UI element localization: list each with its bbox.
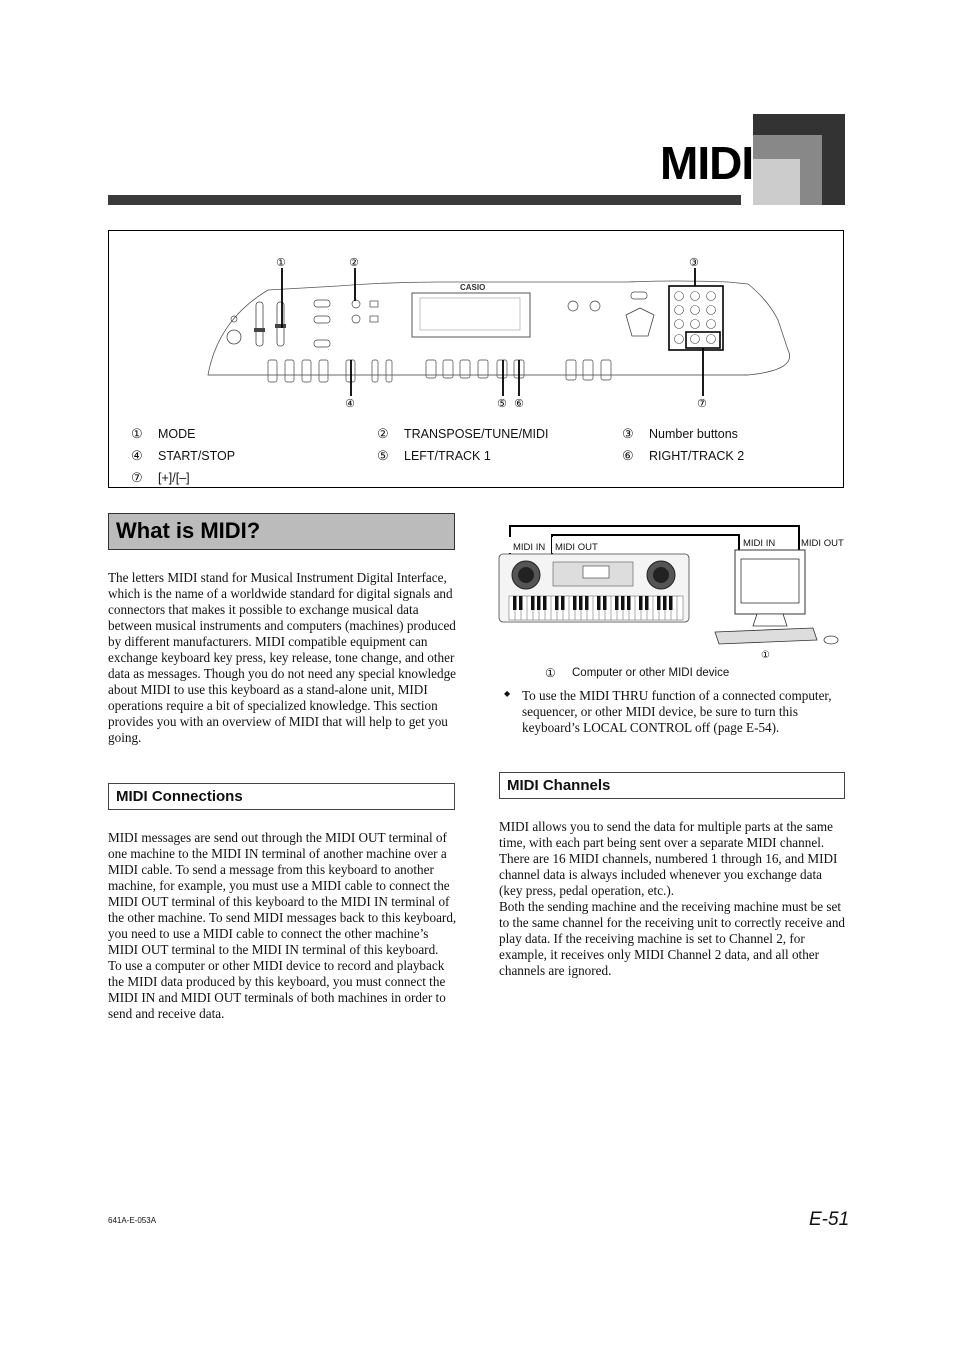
label-midi-out-keyboard: MIDI OUT (555, 542, 598, 553)
title-rule (108, 195, 741, 205)
page-number: E-51 (809, 1209, 850, 1230)
callout-3: ③ (689, 256, 699, 269)
legend-num-7: ⑦ (131, 470, 143, 485)
page-title: MIDI (660, 137, 754, 189)
what-is-midi-body (108, 570, 458, 746)
callout-2: ② (349, 256, 359, 269)
legend-label-2: TRANSPOSE/TUNE/MIDI (404, 427, 549, 441)
midi-connections-body (108, 830, 458, 1022)
section-heading-text: What is MIDI? (116, 518, 261, 543)
bullet-icon: ◆ (504, 689, 511, 698)
label-midi-in-keyboard: MIDI IN (513, 542, 546, 553)
midi-connection-illustration (495, 522, 850, 662)
midi-channels-body (499, 819, 847, 979)
section-heading-midi-connections (108, 783, 455, 810)
callout-5: ⑤ (497, 397, 507, 410)
midi-thru-note (522, 688, 848, 736)
callout-1: ① (276, 256, 286, 269)
what-is-midi-paragraph: The letters MIDI stand for Musical Instrument Digital Interface, which is the name of a worldwide standard for digital signals and connectors that makes it possible to exchange musical data between musical instruments and computers (machines) produced by different manufacturers. MIDI compatible equipment can exchange keyboard key press, key release, tone change, and other data as messages. Though you do not need any special knowledge about MIDI to use this keyboard as a stand-alone unit, MIDI operations require a bit of specialized knowledge. This section provides you with an overview of MIDI that will help to get you going. (108, 570, 457, 745)
legend-label-6: RIGHT/TRACK 2 (649, 449, 745, 463)
section-heading-midi-channels (499, 772, 845, 799)
section-heading-text: MIDI Channels (507, 777, 611, 794)
brand-logo: CASIO (460, 283, 486, 292)
legend-num-4: ④ (131, 448, 143, 463)
callout-6: ⑥ (514, 397, 524, 410)
document-code: 641A-E-053A (108, 1216, 157, 1225)
corner-decoration-inner (753, 159, 800, 205)
callout-4: ④ (345, 397, 355, 410)
section-heading-what-is-midi (108, 513, 455, 550)
legend-label-1: MODE (158, 427, 196, 441)
midi-channels-paragraph-2: Both the sending machine and the receiving machine must be set to the same channel for the receiving unit to correctly receive and play data. If the receiving machine is set to Channel 2, for example, it receives only MIDI Channel 2 data, and all other channels are ignored. (499, 899, 846, 978)
legend-label-4: START/STOP (158, 449, 236, 463)
legend-label-5: LEFT/TRACK 1 (404, 449, 491, 463)
midi-thru-note-text: To use the MIDI THRU function of a connected computer, sequencer, or other MIDI device, be sure to turn this keyboard’s LOCAL CONTROL off (page E-54). (522, 688, 832, 735)
section-heading-text: MIDI Connections (116, 788, 243, 805)
legend-label-3: Number buttons (649, 427, 738, 441)
midi-connections-paragraph-2: To use a computer or other MIDI device to record and playback the MIDI data produced by this keyboard, you must connect the MIDI IN and MIDI OUT terminals of both machines in order to send and receive data. (108, 958, 446, 1021)
label-midi-out-computer: MIDI OUT (801, 538, 844, 549)
legend-num-3: ③ (622, 426, 634, 441)
figure-callout-1: ① (761, 650, 770, 661)
midi-connections-paragraph-1: MIDI messages are send out through the MIDI OUT terminal of one machine to the MIDI IN terminal of another machine over a MIDI cable. To send a message from this keyboard to another machine, for example, you must use a MIDI cable to connect the MIDI OUT terminal of this keyboard to the MIDI IN terminal of the other machine. To send MIDI messages back to this keyboard, you need to use a MIDI cable to connect the other machine’s MIDI OUT terminal to the MIDI IN terminal of this keyboard. (108, 830, 457, 957)
midi-channels-paragraph-1: MIDI allows you to send the data for multiple parts at the same time, with each part being sent over a separate MIDI channel. There are 16 MIDI channels, numbered 1 through 16, and MIDI channel data is always included whenever you exchange data (key press, pedal operation, etc.). (499, 819, 838, 898)
callout-7: ⑦ (697, 397, 707, 410)
legend-num-5: ⑤ (377, 448, 389, 463)
legend-num-2: ② (377, 426, 389, 441)
figure-caption: Computer or other MIDI device (572, 667, 730, 679)
legend-num-6: ⑥ (622, 448, 634, 463)
legend-num-1: ① (131, 426, 143, 441)
figure-caption-num: ① (545, 666, 556, 680)
label-midi-in-computer: MIDI IN (743, 538, 776, 549)
legend-label-7: [+]/[–] (158, 471, 190, 485)
